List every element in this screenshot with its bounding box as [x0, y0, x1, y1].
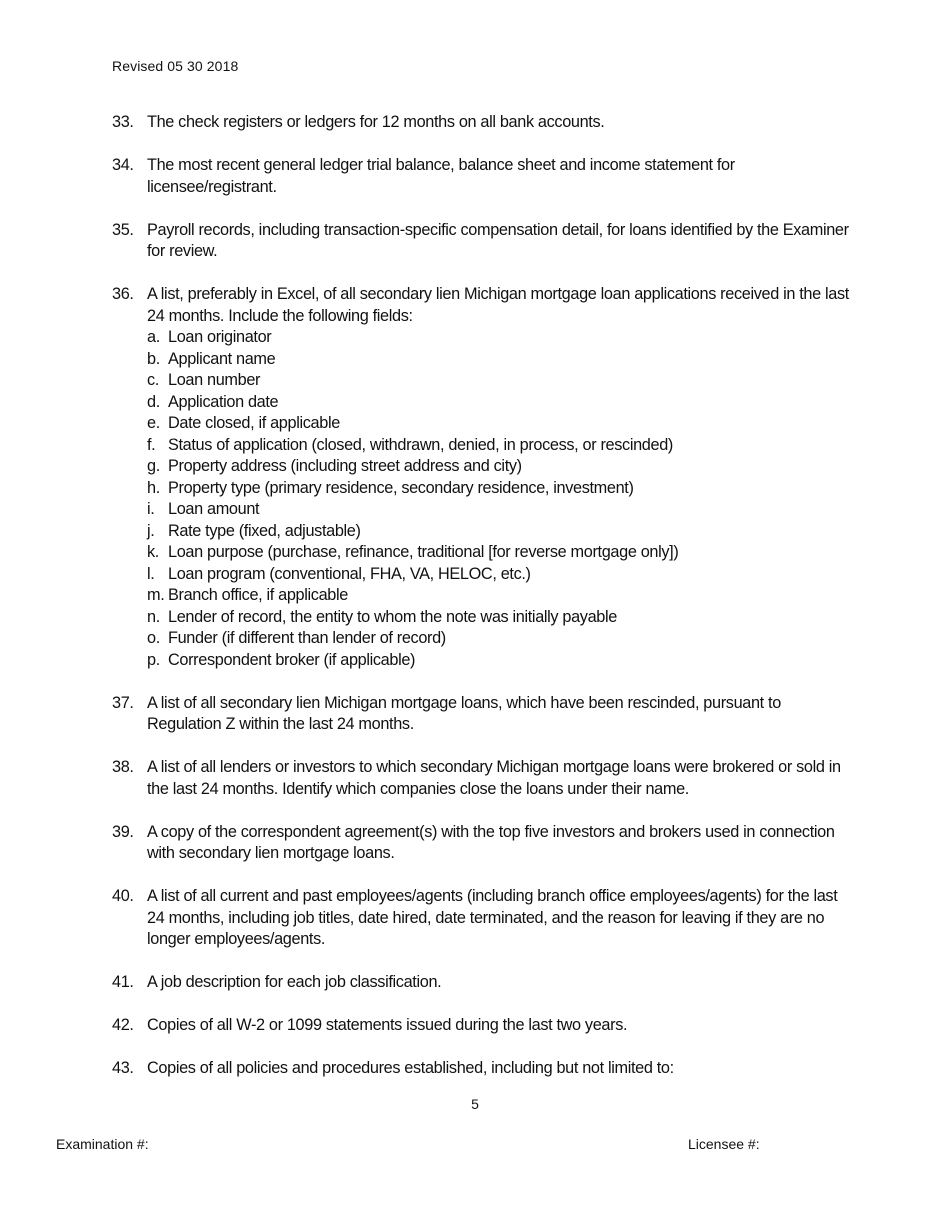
sub-item	[147, 392, 852, 414]
item-text: A list of all lenders or investors to which secondary Michigan mortgage loans were brokered or sold in the last 24 months. Identify which companies close the loans under their name.	[147, 758, 841, 798]
sub-item	[147, 607, 852, 629]
sub-item	[147, 585, 852, 607]
sub-text: Application date	[168, 392, 279, 411]
list-item	[112, 972, 852, 994]
item-number: 40.	[112, 887, 134, 905]
sub-item	[147, 349, 852, 371]
sub-text: Loan originator	[168, 328, 272, 346]
item-number: 33.	[112, 113, 134, 131]
list-item	[112, 155, 852, 198]
item-number: 42.	[112, 1016, 134, 1034]
sub-item	[147, 628, 852, 650]
list-item	[112, 693, 852, 736]
licensee-number-label: Licensee #:	[688, 1136, 760, 1152]
list-item	[112, 1058, 852, 1080]
item-number: 37.	[112, 693, 134, 712]
sub-letter: f.	[147, 435, 156, 454]
sub-text: Funder (if different than lender of record)	[168, 629, 446, 647]
list-item	[112, 1015, 852, 1037]
sub-item	[147, 521, 852, 543]
sub-item	[147, 456, 852, 478]
sub-text: Loan number	[168, 371, 261, 389]
item-text: Copies of all W-2 or 1099 statements issued during the last two years.	[147, 1016, 628, 1034]
sub-text: Correspondent broker (if applicable)	[168, 650, 416, 669]
item-text: A list of all secondary lien Michigan mortgage loans, which have been rescinded, pursuant to Regulation Z within the last 24 months.	[147, 693, 781, 733]
sub-letter: h.	[147, 478, 160, 497]
sub-item	[147, 370, 852, 392]
list-item	[112, 112, 852, 134]
item-text: A copy of the correspondent agreement(s) with the top five investors and brokers used in connection with secondary lien mortgage loans.	[147, 822, 835, 862]
sub-item	[147, 327, 852, 349]
sub-letter: l.	[147, 564, 155, 583]
item-text: A list of all current and past employees/agents (including branch office employees/agents) for the last 24 months, including job titles, date hired, date terminated, and the reason for leaving if they are no longer employees/agents.	[147, 887, 838, 948]
item-number: 43.	[112, 1059, 134, 1077]
sub-list	[147, 327, 852, 671]
sub-text: Loan program (conventional, FHA, VA, HELOC, etc.)	[168, 564, 531, 583]
sub-text: Property address (including street address and city)	[168, 457, 522, 475]
sub-letter: d.	[147, 392, 160, 411]
sub-text: Branch office, if applicable	[168, 586, 348, 604]
item-text: A job description for each job classification.	[147, 973, 442, 991]
sub-letter: o.	[147, 629, 160, 647]
sub-item	[147, 435, 852, 457]
item-number: 39.	[112, 822, 134, 841]
list-item	[112, 822, 852, 865]
item-text: Copies of all policies and procedures established, including but not limited to:	[147, 1059, 674, 1077]
sub-text: Loan purpose (purchase, refinance, traditional [for reverse mortgage only])	[168, 543, 679, 561]
sub-letter: k.	[147, 543, 159, 561]
sub-letter: j.	[147, 521, 155, 540]
sub-letter: g.	[147, 457, 160, 475]
sub-letter: i.	[147, 500, 155, 518]
sub-letter: p.	[147, 650, 160, 669]
revised-date: Revised 05 30 2018	[112, 58, 239, 74]
sub-letter: m.	[147, 586, 165, 604]
list-item	[112, 284, 852, 671]
sub-text: Property type (primary residence, secondary residence, investment)	[168, 478, 634, 497]
item-text: A list, preferably in Excel, of all secondary lien Michigan mortgage loan applications received in the last 24 months. Include the following fields:	[147, 285, 849, 325]
item-number: 35.	[112, 220, 134, 239]
item-number: 36.	[112, 285, 134, 303]
item-text: The check registers or ledgers for 12 months on all bank accounts.	[147, 113, 605, 131]
sub-letter: e.	[147, 414, 160, 432]
list-item	[112, 886, 852, 951]
item-text: Payroll records, including transaction-specific compensation detail, for loans identified by the Examiner for review.	[147, 220, 849, 260]
sub-letter: c.	[147, 371, 159, 389]
sub-letter: a.	[147, 328, 160, 346]
sub-text: Date closed, if applicable	[168, 414, 340, 432]
document-list	[112, 112, 852, 1101]
sub-item	[147, 650, 852, 672]
item-number: 34.	[112, 156, 134, 174]
sub-text: Status of application (closed, withdrawn, denied, in process, or rescinded)	[168, 435, 673, 454]
item-text: The most recent general ledger trial balance, balance sheet and income statement for licensee/registrant.	[147, 156, 735, 196]
item-number: 38.	[112, 758, 134, 776]
sub-text: Loan amount	[168, 500, 260, 518]
sub-item	[147, 564, 852, 586]
sub-letter: n.	[147, 607, 160, 626]
examination-number-label: Examination #:	[56, 1136, 149, 1152]
sub-item	[147, 499, 852, 521]
sub-text: Lender of record, the entity to whom the note was initially payable	[168, 607, 617, 626]
list-item	[112, 220, 852, 263]
list-item	[112, 757, 852, 800]
sub-item	[147, 478, 852, 500]
sub-letter: b.	[147, 349, 160, 368]
page-number: 5	[471, 1096, 479, 1112]
sub-text: Rate type (fixed, adjustable)	[168, 521, 361, 540]
item-number: 41.	[112, 973, 134, 991]
sub-item	[147, 413, 852, 435]
sub-item	[147, 542, 852, 564]
sub-text: Applicant name	[168, 349, 276, 368]
